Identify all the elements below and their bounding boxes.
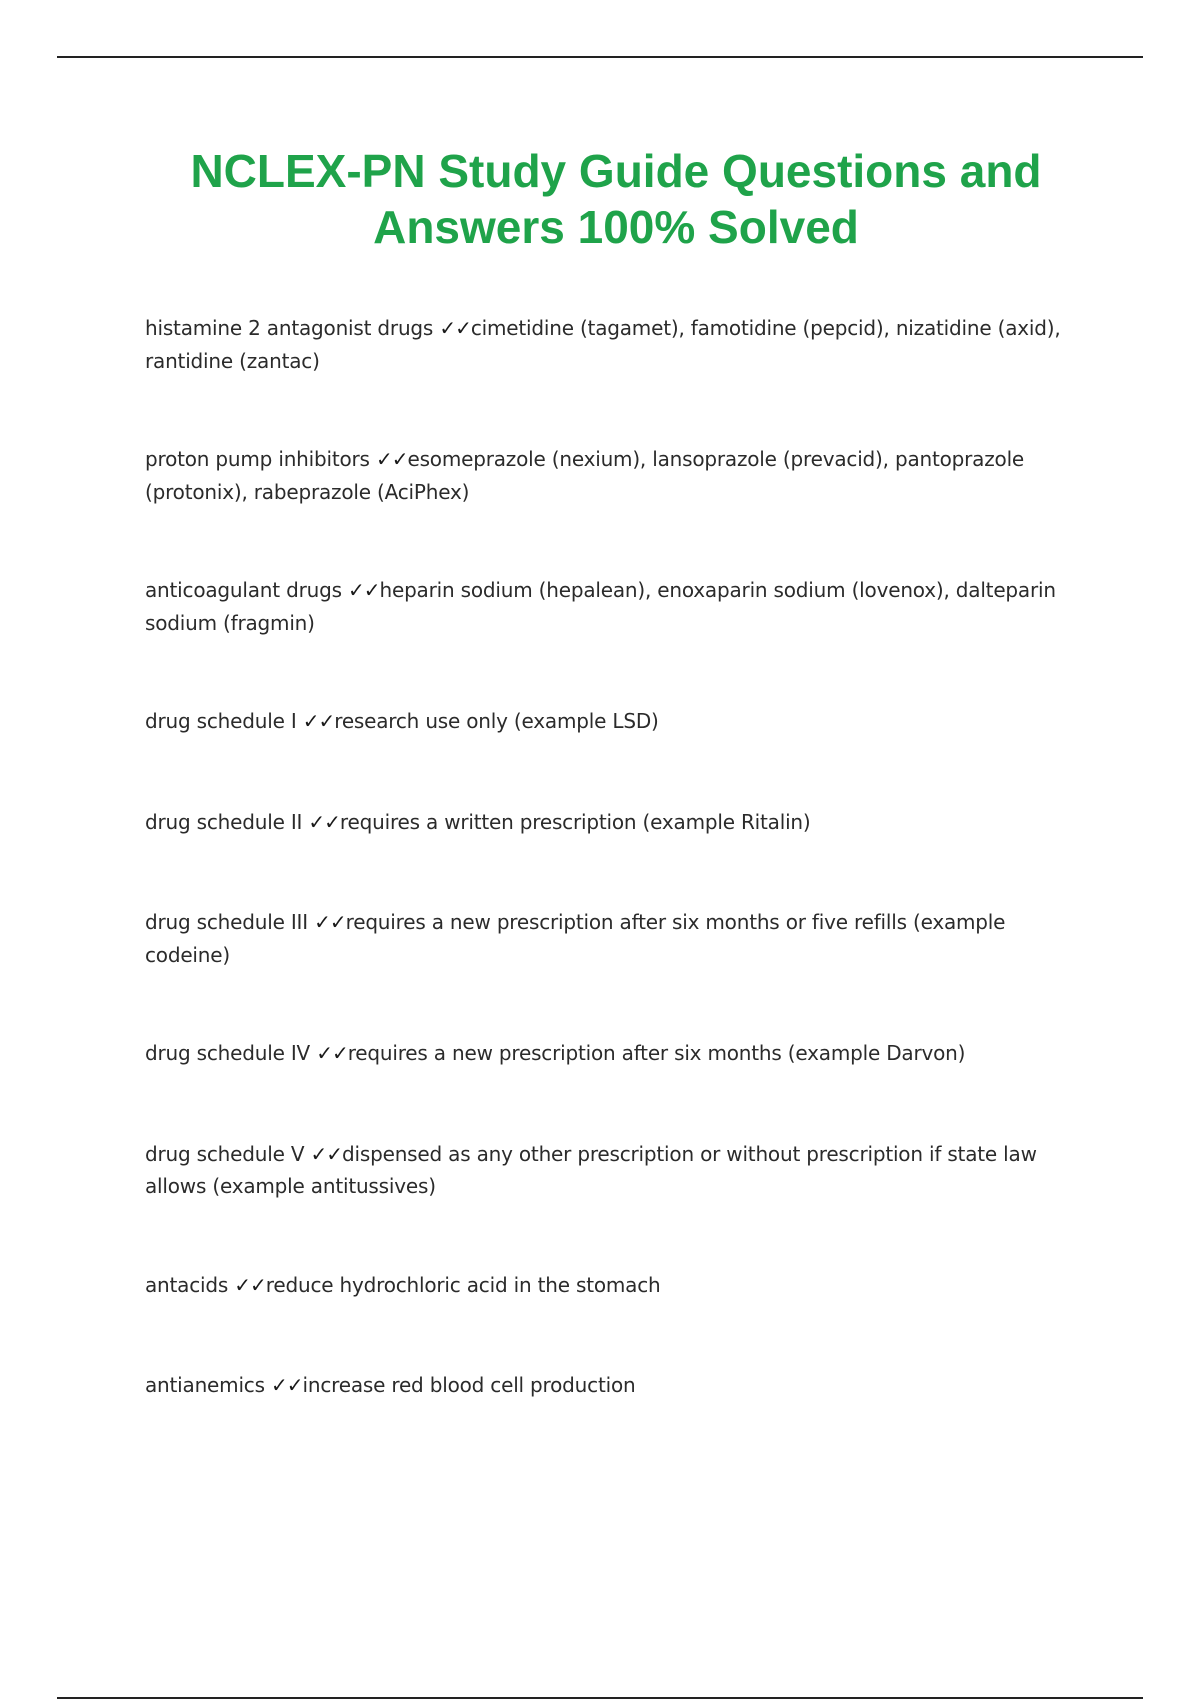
qa-item [145, 1138, 1075, 1203]
qa-term: histamine 2 antagonist drugs [145, 316, 434, 340]
qa-term: drug schedule IV [145, 1041, 311, 1065]
qa-item [145, 806, 1075, 839]
qa-term: anticoagulant drugs [145, 578, 342, 602]
qa-item [145, 1269, 1075, 1302]
check-mark-icon: ✓✓ [310, 1141, 343, 1166]
header-rule [57, 56, 1143, 58]
qa-list [145, 312, 1075, 1470]
check-mark-icon: ✓✓ [439, 316, 471, 340]
check-mark-icon: ✓✓ [316, 1041, 348, 1065]
check-mark-icon: ✓✓ [308, 809, 340, 834]
qa-item [145, 443, 1075, 508]
qa-item [145, 906, 1075, 971]
qa-item [145, 574, 1075, 639]
qa-item [145, 1037, 1075, 1070]
qa-term: drug schedule III [145, 910, 308, 934]
qa-answer: reduce hydrochloric acid in the stomach [265, 1272, 661, 1297]
qa-answer: requires a written prescription (example Ritalin) [339, 809, 811, 834]
title-line-1: NCLEX-PN Study Guide Questions and [190, 145, 1042, 197]
qa-answer: cimetidine (tagamet), famotidine (pepcid), nizatidine (axid), rantidine (zantac) [145, 316, 1061, 373]
qa-term: drug schedule I [145, 709, 297, 733]
qa-item [145, 705, 1075, 738]
title-line-2: Answers 100% Solved [373, 201, 859, 253]
qa-answer: increase red blood cell production [302, 1373, 636, 1397]
check-mark-icon: ✓✓ [234, 1272, 266, 1297]
check-mark-icon: ✓✓ [347, 578, 380, 602]
qa-answer: esomeprazole (nexium), lansoprazole (prevacid), pantoprazole (protonix), rabeprazole (AciPhex) [145, 447, 1025, 504]
qa-term: antacids [145, 1272, 229, 1297]
qa-item [145, 1369, 1075, 1402]
qa-term: proton pump inhibitors [145, 447, 370, 471]
page-title [100, 143, 1132, 255]
check-mark-icon: ✓✓ [314, 910, 346, 934]
qa-term: drug schedule V [145, 1141, 305, 1166]
qa-answer: dispensed as any other prescription or without prescription if state law allows (example antitussives) [145, 1141, 1037, 1198]
check-mark-icon: ✓✓ [302, 709, 335, 733]
footer-rule [57, 1697, 1143, 1699]
qa-term: drug schedule II [145, 809, 303, 834]
check-mark-icon: ✓✓ [271, 1373, 303, 1397]
qa-term: antianemics [145, 1373, 265, 1397]
check-mark-icon: ✓✓ [375, 447, 408, 471]
qa-answer: requires a new prescription after six months or five refills (example codeine) [145, 910, 1006, 967]
qa-item [145, 312, 1075, 377]
qa-answer: heparin sodium (hepalean), enoxaparin sodium (lovenox), dalteparin sodium (fragmin) [145, 578, 1056, 635]
qa-answer: requires a new prescription after six months (example Darvon) [347, 1041, 966, 1065]
qa-answer: research use only (example LSD) [334, 709, 659, 733]
